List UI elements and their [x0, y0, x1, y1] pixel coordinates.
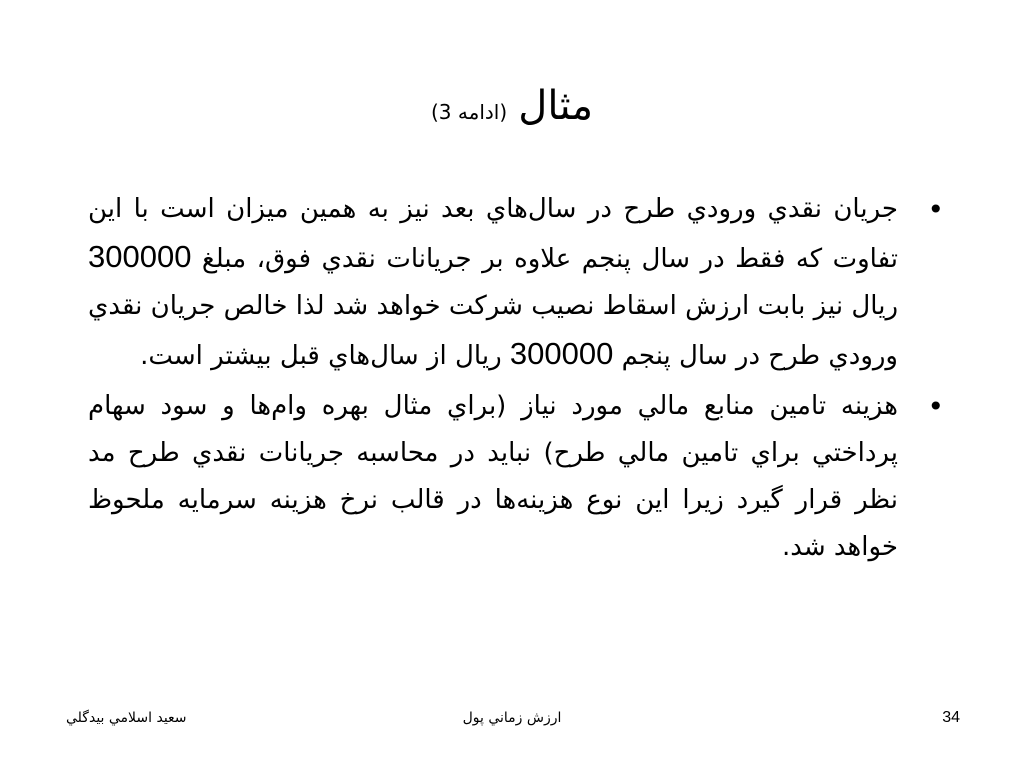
title-text: مثال — [518, 83, 593, 129]
bullet-dot-icon: • — [927, 193, 944, 226]
bullet-text-segment: ريال نيز بابت ارزش اسقاط نصيب شركت خواهد شد لذا خالص جريان نقدي ورودي طرح در سال پنجم — [88, 291, 898, 371]
page-number: 34 — [942, 709, 960, 726]
bullet-list — [88, 186, 948, 571]
slide-title — [0, 76, 1024, 144]
title-subtitle: (ادامه 3) — [430, 100, 508, 124]
bullet-text-segment: هزينه تامين منابع مالي مورد نياز (براي مثال بهره وام‌ها و سود سهام پرداختي براي تامين مالي طرح) نبايد در محاسبه جريانات نقدي طرح مد نظر قرار گيرد زيرا اين نوع هزينه‌ها در قالب نرخ هزينه سرمايه ملحوظ خواهد شد. — [88, 391, 898, 562]
footer-subject: ارزش زماني پول — [462, 710, 562, 726]
bullet-dot-icon: • — [927, 390, 944, 423]
bullet-text — [88, 391, 898, 562]
bullet-text-segment: ريال از سال‌هاي قبل بيشتر است. — [140, 341, 510, 371]
bullet-text-segment: جريان نقدي ورودي طرح در سال‌هاي بعد نيز به همين ميزان است با اين تفاوت كه فقط در سال پنجم علاوه بر جريانات نقدي فوق، مبلغ — [88, 194, 898, 274]
bullet-item — [88, 383, 948, 571]
footer-author: سعيد اسلامي بيدگلي — [66, 710, 187, 726]
bullet-item — [88, 186, 948, 380]
amount-value: 300000 — [509, 336, 614, 371]
amount-value: 300000 — [88, 239, 192, 274]
bullet-text — [88, 194, 898, 371]
